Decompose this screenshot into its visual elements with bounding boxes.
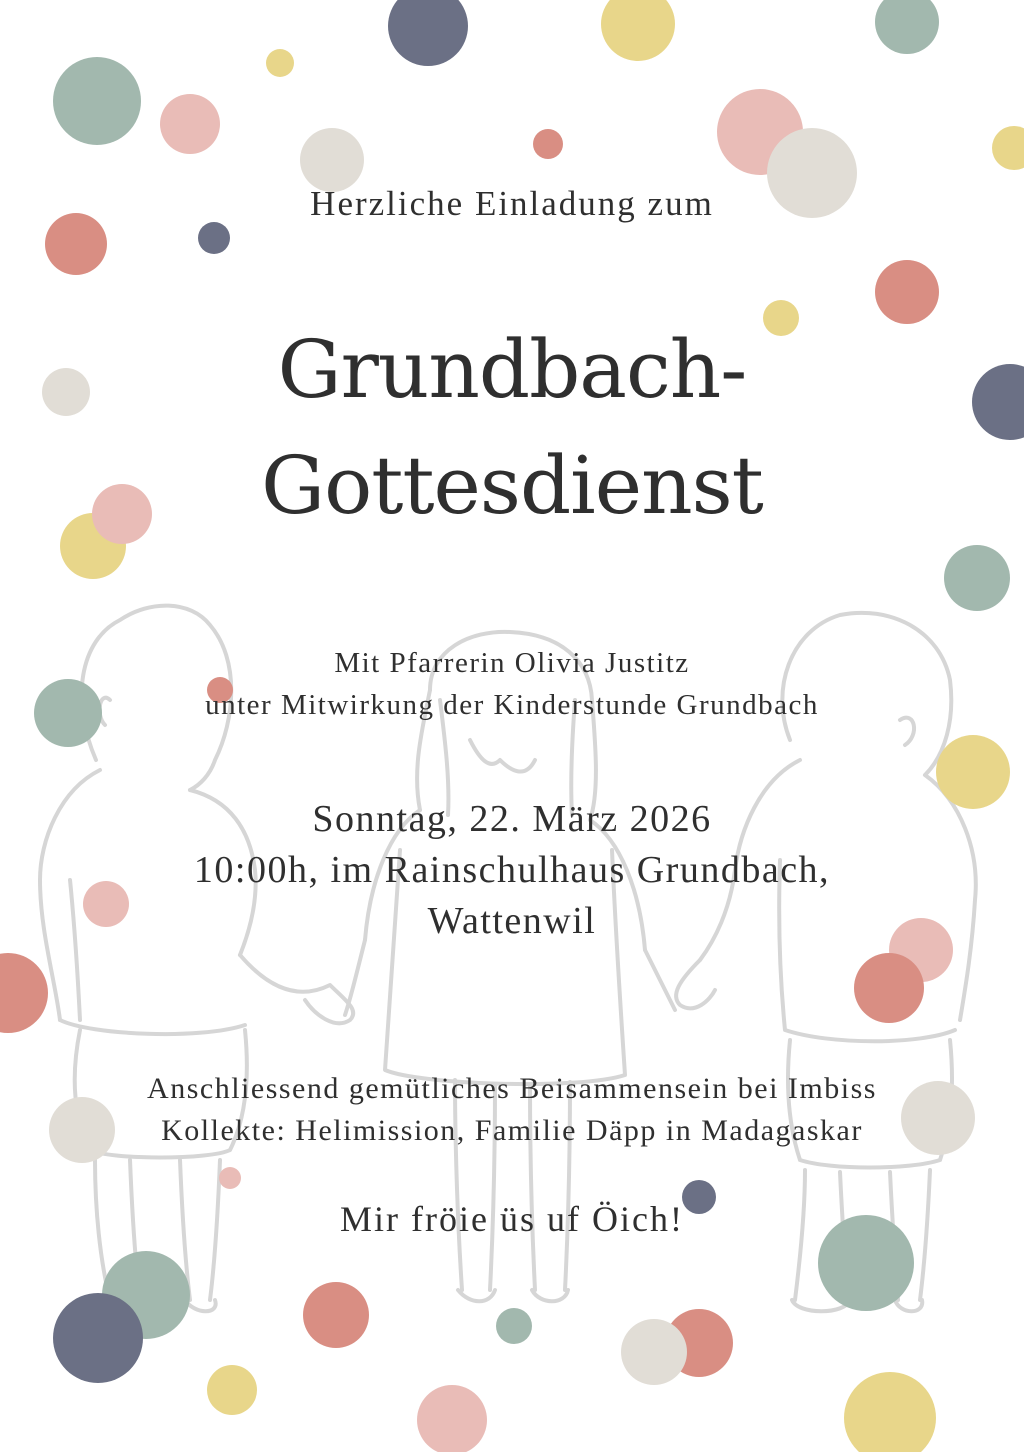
confetti-dot — [417, 1385, 487, 1452]
confetti-dot — [621, 1319, 687, 1385]
date-and-location-block — [0, 794, 1024, 947]
confetti-dot — [875, 0, 939, 54]
confetti-dot — [266, 49, 294, 77]
service-title — [0, 312, 1024, 544]
service-title-line-1: Grundbach- — [277, 323, 747, 416]
confetti-dot — [992, 126, 1024, 170]
confetti-dot — [854, 953, 924, 1023]
confetti-dot — [944, 545, 1010, 611]
confetti-dot — [533, 129, 563, 159]
participation-line: unter Mitwirkung der Kinderstunde Grundbach — [205, 689, 819, 721]
town-line: Wattenwil — [427, 900, 597, 942]
closing-greeting: Mir fröie üs uf Öich! — [340, 1199, 684, 1239]
confetti-dot — [844, 1372, 936, 1452]
date-line: Sonntag, 22. März 2026 — [312, 798, 712, 840]
confetti-dot — [219, 1167, 241, 1189]
confetti-dot — [207, 1365, 257, 1415]
pastor-line: Mit Pfarrerin Olivia Justitz — [334, 647, 690, 679]
confetti-dot — [303, 1282, 369, 1348]
reception-line: Anschliessend gemütliches Beisammensein bei Imbiss — [147, 1072, 877, 1105]
invitation-intro-text: Herzliche Einladung zum — [310, 184, 714, 223]
confetti-dot — [496, 1308, 532, 1344]
officiants-block — [0, 642, 1024, 726]
confetti-dot — [53, 57, 141, 145]
confetti-dot — [160, 94, 220, 154]
time-place-line: 10:00h, im Rainschulhaus Grundbach, — [193, 849, 831, 891]
service-title-line-2: Gottesdienst — [261, 439, 763, 532]
confetti-dot — [601, 0, 675, 61]
after-service-block — [0, 1068, 1024, 1152]
collection-line: Kollekte: Helimission, Familie Däpp in Madagaskar — [161, 1114, 863, 1147]
confetti-dot — [53, 1293, 143, 1383]
confetti-dot — [300, 128, 364, 192]
confetti-dot — [198, 222, 230, 254]
confetti-dot — [0, 953, 48, 1033]
confetti-dot — [388, 0, 468, 66]
